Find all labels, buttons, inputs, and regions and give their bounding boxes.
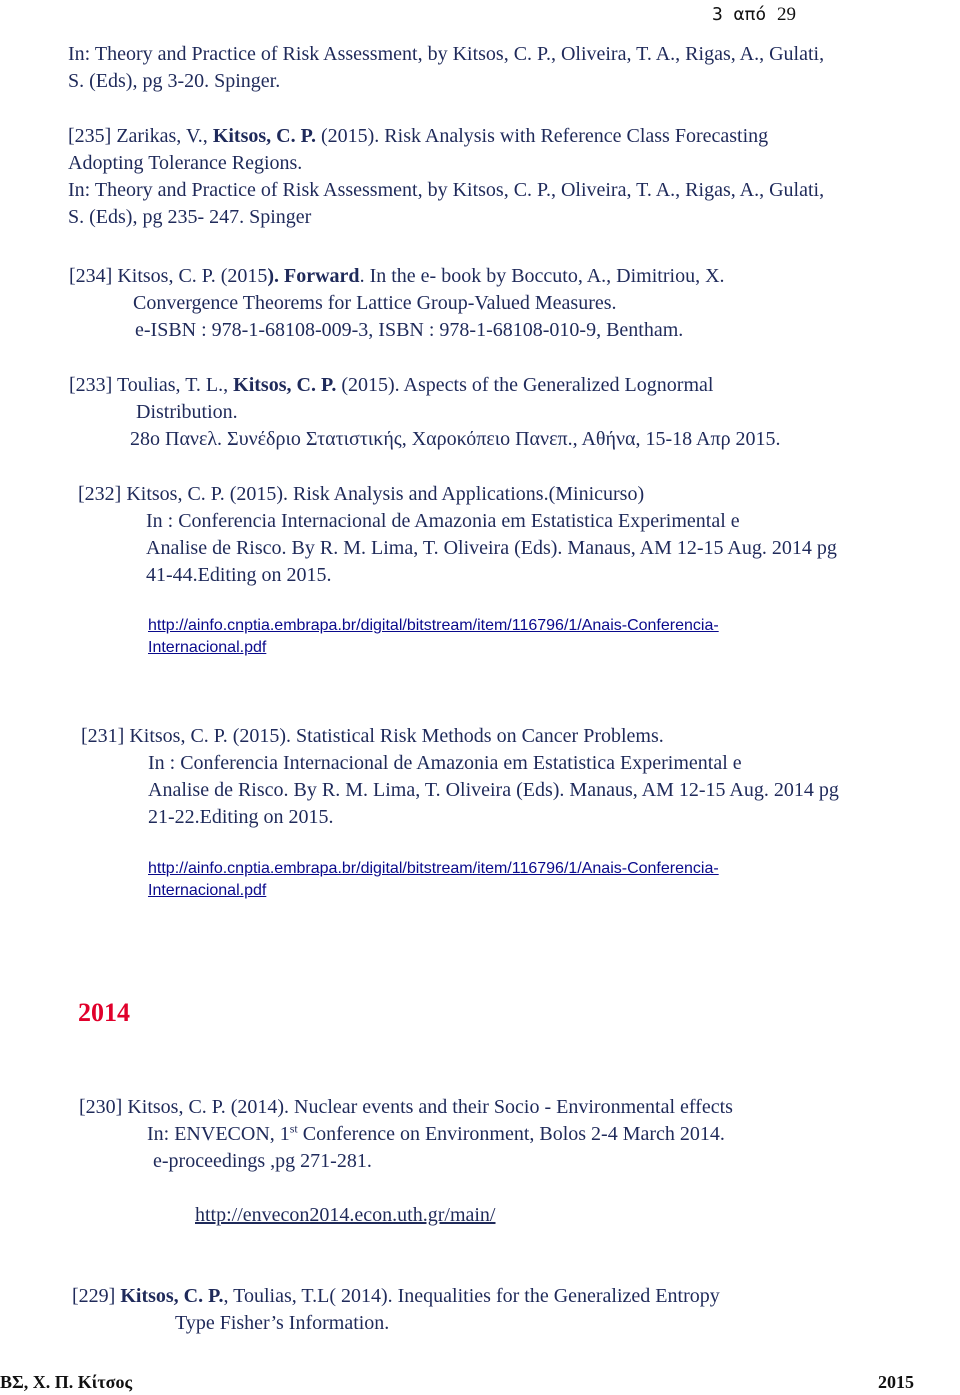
ref234-forward: ). Forward — [267, 265, 360, 287]
ref232-line1 — [78, 482, 644, 506]
ref229-number: [229] — [72, 1285, 116, 1307]
ref232-link-line2[interactable]: Internacional.pdf — [148, 639, 267, 656]
ref231-link-line2[interactable]: Internacional.pdf — [148, 882, 267, 899]
ref234-line2: Convergence Theorems for Lattice Group-Valued Measures. — [133, 292, 617, 314]
ref230-conf-b: Conference on Environment, Bolos 2-4 March 2014. — [297, 1123, 725, 1145]
ref231-link-line1[interactable]: http://ainfo.cnptia.embrapa.br/digital/bitstream/item/116796/1/Anais-Conferencia- — [148, 860, 719, 877]
ref235-line3: In: Theory and Practice of Risk Assessment, by Kitsos, C. P., Oliveira, T. A., Rigas, A., Gulati, — [68, 179, 825, 201]
ref234-line3: e-ISBN : 978-1-68108-009-3, ISBN : 978-1-68108-010-9, Bentham. — [135, 319, 684, 341]
ref235-line2: Adopting Tolerance Regions. — [68, 152, 303, 174]
ref232-line4: 41-44.Editing on 2015. — [146, 564, 332, 586]
ref230-number: [230] — [79, 1096, 123, 1118]
ref229-line2: Type Fisher’s Information. — [175, 1312, 390, 1334]
ref235-line4: S. (Eds), pg 235- 247. Spinger — [68, 206, 312, 228]
ref231-line3: Analise de Risco. By R. M. Lima, T. Oliveira (Eds). Manaus, AM 12-15 Aug. 2014 pg — [148, 779, 839, 801]
ref232-link-line1[interactable]: http://ainfo.cnptia.embrapa.br/digital/bitstream/item/116796/1/Anais-Conferencia- — [148, 617, 719, 634]
ref234-book: . In the e- book by Boccuto, A., Dimitriou, X. — [359, 265, 725, 287]
ref230-link[interactable]: http://envecon2014.econ.uth.gr/main/ — [195, 1204, 496, 1226]
ref229-line1 — [72, 1284, 720, 1308]
page-number — [712, 4, 796, 26]
year-heading: 2014 — [78, 998, 130, 1027]
ref231-line1 — [81, 724, 664, 748]
ref230-line2 — [147, 1122, 725, 1146]
footer-right: 2015 — [878, 1372, 914, 1392]
ref236-line2: S. (Eds), pg 3-20. Spinger. — [68, 70, 281, 92]
ref233-number: [233] — [69, 374, 113, 396]
ref235-number: [235] — [68, 125, 112, 147]
ref231-line4: 21-22.Editing on 2015. — [148, 806, 334, 828]
ref235-line1 — [68, 124, 768, 148]
page-number-value: 29 — [777, 4, 796, 25]
ref230-line1 — [79, 1095, 733, 1119]
ref229-author-kitsos: Kitsos, C. P. — [120, 1285, 224, 1307]
ref230-conf-a: In: ENVECON, 1 — [147, 1123, 290, 1145]
footer-left: ΒΣ, Χ. Π. Κίτσος — [0, 1372, 133, 1392]
ref234-authors: Kitsos, C. P. (2015 — [112, 265, 268, 287]
ref232-number: [232] — [78, 483, 122, 505]
ref236-line1: In: Theory and Practice of Risk Assessment, by Kitsos, C. P., Oliveira, T. A., Rigas, A., Gulati, — [68, 43, 825, 65]
ref234-line1 — [69, 264, 725, 288]
ref231-title: Kitsos, C. P. (2015). Statistical Risk Methods on Cancer Problems. — [124, 725, 664, 747]
ref232-title: Kitsos, C. P. (2015). Risk Analysis and Applications.(Minicurso) — [121, 483, 645, 505]
ref235-title: (2015). Risk Analysis with Reference Class Forecasting — [315, 125, 769, 147]
ref232-line3: Analise de Risco. By R. M. Lima, T. Oliveira (Eds). Manaus, AM 12-15 Aug. 2014 pg — [146, 537, 837, 559]
ref233-author-kitsos: Kitsos, C. P. — [233, 374, 337, 396]
ref233-line3: 28ο Πανελ. Συνέδριο Στατιστικής, Χαροκόπειο Πανεπ., Αθήνα, 15-18 Απρ 2015. — [130, 428, 781, 450]
ref230-title: Kitsos, C. P. (2014). Nuclear events and their Socio - Environmental effects — [122, 1096, 733, 1118]
ref230-line3: e-proceedings ,pg 271-281. — [153, 1150, 372, 1172]
ref233-line1 — [69, 373, 713, 397]
ref235-authors: Zarikas, V., — [111, 125, 213, 147]
ref229-title: , Toulias, T.L( 2014). Inequalities for the Generalized Entropy — [223, 1285, 720, 1307]
ref235-author-kitsos: Kitsos, C. P. — [212, 125, 316, 147]
ref233-authors: Toulias, T. L., — [112, 374, 234, 396]
ref233-line2: Distribution. — [136, 401, 238, 423]
page-number-prefix: 3 από — [711, 4, 767, 25]
ref233-title: (2015). Aspects of the Generalized Lognormal — [336, 374, 714, 396]
ref230-conf-sup: st — [289, 1121, 298, 1136]
ref232-line2: In : Conferencia Internacional de Amazonia em Estatistica Experimental e — [146, 510, 740, 532]
ref231-line2: In : Conferencia Internacional de Amazonia em Estatistica Experimental e — [148, 752, 742, 774]
ref231-number: [231] — [81, 725, 125, 747]
ref234-number: [234] — [69, 265, 113, 287]
